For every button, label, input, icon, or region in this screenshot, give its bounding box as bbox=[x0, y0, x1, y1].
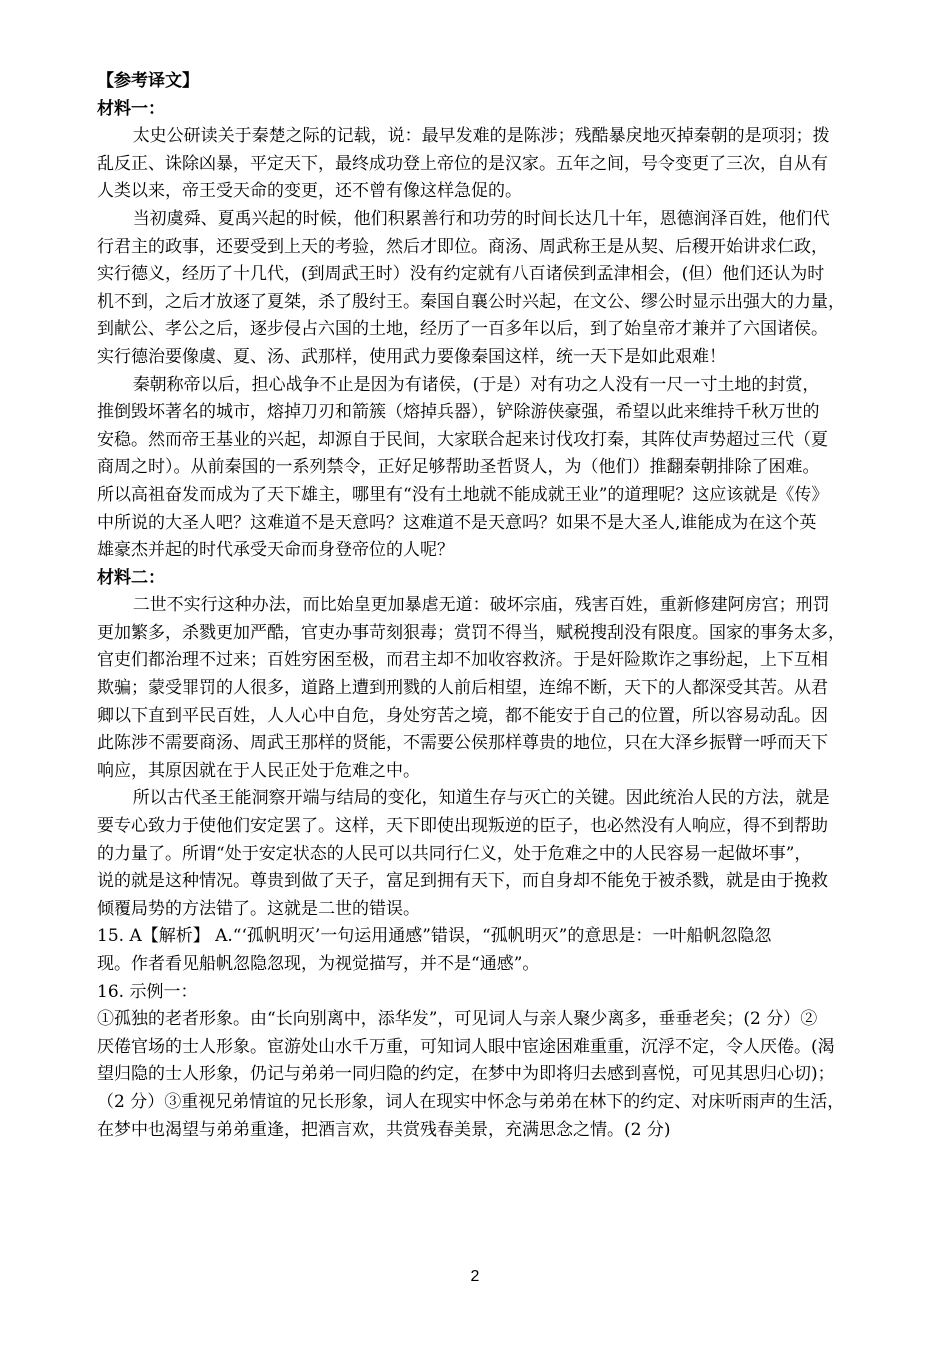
answer-15-line: 现。作者看见船帆忽隐忽现，为视觉描写，并不是“通感”。 bbox=[97, 954, 540, 974]
material-two-line: 要专心致力于使他们安定罢了。这样，天下即使出现叛逆的臣子，也必然没有人响应，得不到帮助 bbox=[97, 816, 828, 837]
material-one-line: 机不到，之后才放逐了夏桀，杀了殷纣王。秦国自襄公时兴起，在文公、缪公时显示出强大的力量， bbox=[97, 291, 845, 312]
answer-16-line: 望归隐的士人形象，仍记与弟弟一同归隐的约定，在梦中为即将归去感到喜悦，可见其思归心切)； bbox=[97, 1064, 835, 1085]
material-two-line: 倾覆局势的方法错了。这就是二世的错误。 bbox=[97, 898, 420, 919]
answer-16-line: 厌倦官场的士人形象。宦游处山水千万重，可知词人眼中宦途困难重重，沉浮不定，令人厌倦。(渴 bbox=[97, 1036, 835, 1057]
material-one-line: 安稳。然而帝王基业的兴起，却源自于民间，大家联合起来讨伐攻打秦，其阵仗声势超过三代（夏 bbox=[97, 429, 828, 450]
material-two-line: 二世不实行这种办法，而比始皇更加暴虐无道：破坏宗庙，残害百姓，重新修建阿房宫；刑罚 bbox=[132, 595, 830, 616]
material-one-line: 推倒毁坏著名的城市，熔掉刀刃和箭簇（熔掉兵器），铲除游侠豪强，希望以此来维持千秋万世的 bbox=[97, 402, 820, 423]
material-one-line: 雄豪杰并起的时代承受天命而身登帝位的人呢？ bbox=[97, 540, 454, 561]
material-one-line: 实行德治要像虞、夏、汤、武那样，使用武力要像秦国这样，统一天下是如此艰难！ bbox=[97, 346, 726, 367]
material-two-line: 卿以下直到平民百姓，人人心中自危，身处穷苦之境，都不能安于自己的位置，所以容易动乱。因 bbox=[97, 705, 828, 726]
page-number: 2 bbox=[470, 1268, 480, 1285]
material-one-line: 到献公、孝公之后，逐步侵占六国的土地，经历了一百多年以后，到了始皇帝才兼并了六国诸侯。 bbox=[97, 319, 828, 340]
section-header: 【参考译文】 bbox=[97, 71, 199, 91]
answer-16-line: ①孤独的老者形象。由“长向别离中，添华发”，可见词人与亲人聚少离多，垂垂老矣；(2 分）② bbox=[97, 1009, 818, 1030]
material-two-line: 响应，其原因就在于人民正处于危难之中。 bbox=[97, 760, 420, 781]
material-two-line: 更加繁多，杀戮更加严酷，官吏办事苛刻狠毒；赏罚不得当，赋税搜刮没有限度。国家的事务太多， bbox=[97, 622, 845, 643]
material-two-title: 材料二： bbox=[97, 567, 165, 588]
material-two-line: 说的就是这种情况。尊贵到做了天子，富足到拥有天下，而自身却不能免于被杀戮，就是由于挽救 bbox=[97, 871, 828, 892]
answer-15-line: 15. A【解析】 A.“‘孤帆明灭’一句运用通感”错误，“孤帆明灭”的意思是：一叶船帆忽隐忽 bbox=[97, 926, 772, 947]
material-two-line: 所以古代圣王能洞察开端与结局的变化，知道生存与灭亡的关键。因此统治人民的方法，就是 bbox=[132, 788, 830, 809]
material-two-line: 欺骗；蒙受罪罚的人很多，道路上遭到刑戮的人前后相望，连绵不断，天下的人都深受其苦。从君 bbox=[97, 678, 828, 699]
document-body bbox=[97, 68, 884, 1144]
material-one-line: 实行德义，经历了十几代，(到周武王时）没有约定就有八百诸侯到孟津相会，(但）他们还认为时 bbox=[97, 264, 825, 285]
material-two-line: 官吏们都治理不过来；百姓穷困至极，而君主却不加收容救济。于是奸险欺诈之事纷起，上下互相 bbox=[97, 650, 828, 671]
material-one-line: 太史公研读关于秦楚之际的记载，说：最早发难的是陈涉；残酷暴戾地灭掉秦朝的是项羽；拨 bbox=[132, 126, 830, 147]
answer-16-line: 在梦中也渴望与弟弟重逢，把酒言欢，共赏残春美景，充满思念之情。(2 分) bbox=[97, 1119, 671, 1140]
material-one-line: 当初虞舜、夏禹兴起的时候，他们积累善行和功劳的时间长达几十年，恩德润泽百姓，他们代 bbox=[132, 208, 830, 229]
answer-16-label: 16. 示例一： bbox=[97, 981, 198, 1002]
material-one-line: 商周之时）。从前秦国的一系列禁令，正好足够帮助圣哲贤人，为（他们）推翻秦朝排除了困难。 bbox=[97, 457, 820, 478]
material-one-line: 行君主的政事，还要受到上天的考验，然后才即位。商汤、周武称王是从契、后稷开始讲求仁政， bbox=[97, 236, 828, 257]
material-two-line: 此陈涉不需要商汤、周武王那样的贤能，不需要公侯那样尊贵的地位，只在大泽乡振臂一呼而天下 bbox=[97, 733, 828, 754]
answer-16-line: （2 分）③重视兄弟情谊的兄长形象，词人在现实中怀念与弟弟在林下的约定、对床听雨声的生活， bbox=[97, 1091, 845, 1112]
material-one-line: 中所说的大圣人吧？这难道不是天意吗？这难道不是天意吗？如果不是大圣人,谁能成为在这个英 bbox=[97, 512, 817, 533]
material-one-title: 材料一： bbox=[97, 98, 165, 119]
material-two-line: 的力量了。所谓“处于安定状态的人民可以共同行仁义，处于危难之中的人民容易一起做坏事”， bbox=[97, 843, 812, 864]
material-one-line: 乱反正、诛除凶暴，平定天下，最终成功登上帝位的是汉家。五年之间，号令变更了三次，自从有 bbox=[97, 153, 828, 174]
material-one-line: 人类以来，帝王受天命的变更，还不曾有像这样急促的。 bbox=[97, 181, 522, 202]
material-one-line: 所以高祖奋发而成为了天下雄主，哪里有“没有土地就不能成就王业”的道理呢？这应该就是《传》 bbox=[97, 484, 829, 505]
material-one-line: 秦朝称帝以后，担心战争不止是因为有诸侯，(于是）对有功之人没有一尺一寸土地的封赏， bbox=[132, 374, 820, 395]
